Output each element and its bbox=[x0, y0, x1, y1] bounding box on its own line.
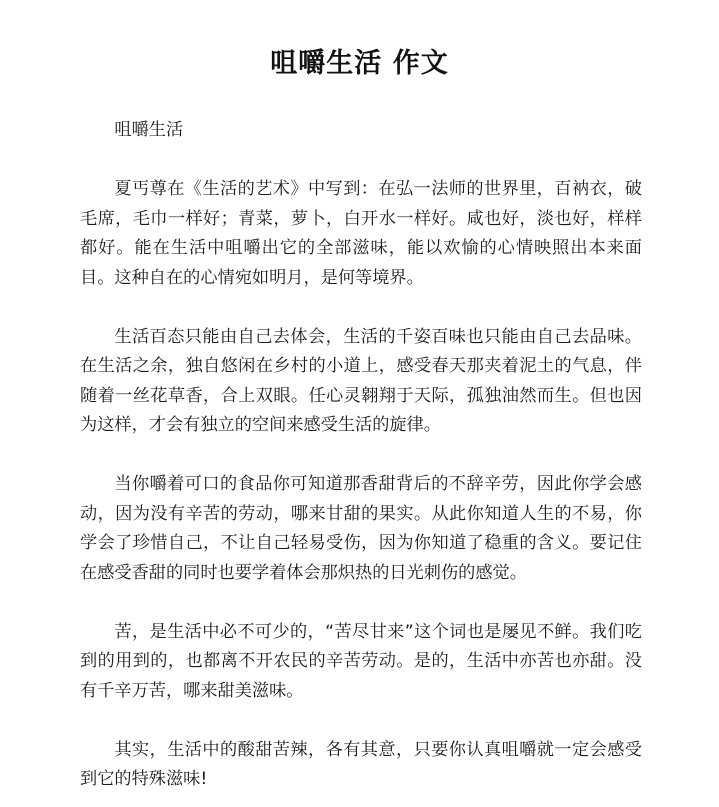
paragraph-subtitle: 咀嚼生活 bbox=[114, 120, 184, 140]
document-title: 咀嚼生活 作文 bbox=[270, 48, 449, 79]
paragraph-5: 其实，生活中的酸甜苦辣，各有其意，只要你认真咀嚼就一定会感受到它的特殊滋味! bbox=[80, 739, 642, 789]
paragraph-2: 生活百态只能由自己去体会，生活的千姿百味也只能由自己去品味。在生活之余，独自悠闲在乡村的小道上，感受春天那夹着泥土的气息，伴随着一丝花草香，合上双眼。任心灵翱翔于天际，孤独油然而生。但也因为这样，才会有独立的空间来感受生活的旋律。 bbox=[80, 326, 642, 435]
paragraph-1: 夏丐尊在《生活的艺术》中写到：在弘一法师的世界里，百衲衣，破毛席，毛巾一样好；青菜，萝卜，白开水一样好。咸也好，淡也好，样样都好。能在生活中咀嚼出它的全部滋味，能以欢愉的心情映照出本来面目。这种自在的心情宛如明月，是何等境界。 bbox=[80, 179, 642, 288]
paragraph-3: 当你嚼着可口的食品你可知道那香甜背后的不辞辛劳，因此你学会感动，因为没有辛苦的劳动，哪来甘甜的果实。从此你知道人生的不易，你学会了珍惜自己，不让自己轻易受伤，因为你知道了稳重的含义。要记住在感受香甜的同时也要学着体会那炽热的日光刺伤的感觉。 bbox=[80, 474, 642, 583]
paragraph-4: 苦，是生活中必不可少的，“苦尽甘来”这个词也是屡见不鲜。我们吃到的用到的，也都离不开农民的辛苦劳动。是的，生活中亦苦也亦甜。没有千辛万苦，哪来甜美滋味。 bbox=[80, 621, 642, 701]
document-body bbox=[80, 116, 642, 795]
